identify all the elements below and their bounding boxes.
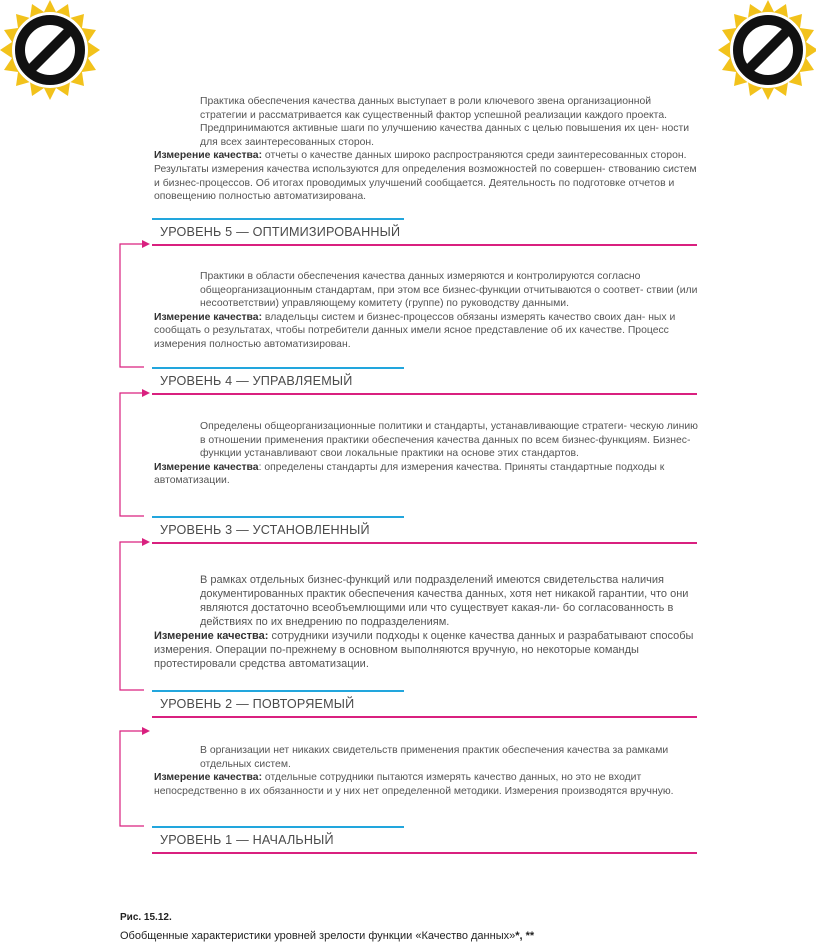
connector-line xyxy=(120,393,144,516)
figure-caption-text: Обобщенные характеристики уровней зрелости функции «Качество данных» xyxy=(120,930,516,942)
measure-text: владельцы систем и бизнес-процессов обязаны измерять качество своих дан- ных и сообщать о результатах, чтобы потребители данных имели ясное представление об их качестве. Процесс измерения полностью автоматизирован. xyxy=(154,311,676,350)
arrow-head-icon xyxy=(142,538,150,546)
level-2-description xyxy=(154,744,699,798)
level-bottom-rule xyxy=(152,852,697,854)
level-3-lead: В рамках отдельных бизнес-функций или подразделений имеются свидетельства наличия документированных практик обеспечения качества данных, хотя нет никакой гарантии, что они являются достаточно всеобъемлющими или что существует какая-ли- бо согласованность в действиях по их внедрению по подразделениям. xyxy=(200,574,689,628)
level-2-lead: В организации нет никаких свидетельств применения практик обеспечения качества за рамками отдельных систем. xyxy=(200,745,669,770)
top-description xyxy=(154,95,699,204)
level-top-rule xyxy=(152,367,404,369)
level-1-title: УРОВЕНЬ 1 — НАЧАЛЬНЫЙ xyxy=(160,833,334,847)
arrow-head-icon xyxy=(142,240,150,248)
level-bottom-rule xyxy=(152,244,697,246)
measure-label: Измерение качества: xyxy=(154,630,269,642)
level-3-title: УРОВЕНЬ 3 — УСТАНОВЛЕННЫЙ xyxy=(160,523,370,537)
figure-caption xyxy=(120,930,534,942)
level-5-description xyxy=(154,270,699,352)
arrow-head-icon xyxy=(142,389,150,397)
level-4-title: УРОВЕНЬ 4 — УПРАВЛЯЕМЫЙ xyxy=(160,374,353,388)
measure-text: : определены стандарты для измерения качества. Приняты стандартные подходы к автоматизации. xyxy=(154,461,665,487)
figure-caption-footnote-marks: *, ** xyxy=(515,930,535,942)
connector-line xyxy=(120,731,144,826)
measure-label: Измерение качества xyxy=(154,461,259,473)
measure-text: отчеты о качестве данных широко распространяются среди заинтересованных сторон. Результаты измерения качества используются для определения возможностей по совершен- ствованию систем и бизнес-процессов. Об итогах проводимых улучшений сообщается. Деятельность по подготовке отчетов и оповещению полностью автоматизирована. xyxy=(154,150,697,203)
level-top-rule xyxy=(152,690,404,692)
level-5-lead: Практики в области обеспечения качества данных измеряются и контролируются согласно общеорганизационным стандартам, при этом все бизнес-функции отчитываются о соответ- ствии (или несоответствии) управляющему комитету (группе) по руководству данными. xyxy=(200,271,698,310)
measure-label: Измерение качества: xyxy=(154,311,263,323)
level-4-description xyxy=(154,420,699,488)
level-top-rule xyxy=(152,218,404,220)
no-symbol-icon xyxy=(716,0,816,102)
level-bottom-rule xyxy=(152,542,697,544)
level-3-description xyxy=(154,573,699,671)
measure-label: Измерение качества: xyxy=(154,150,263,162)
level-4-lead: Определены общеорганизационные политики и стандарты, устанавливающие стратеги- ческую линию в отношении применения практики обеспечения качества данных по всем бизнес-функциям. Бизнес-функции устанавливают свои локальные практики на основе этих стандартов. xyxy=(200,421,698,460)
level-top-rule xyxy=(152,826,404,828)
measure-text: сотрудники изучили подходы к оценке качества данных и разрабатывают способы измерения. Операции по-прежнему в основном выполняются вручную, но некоторые команды протестировали средства автоматизации. xyxy=(154,630,694,670)
arrow-head-icon xyxy=(142,727,150,735)
no-symbol-icon xyxy=(0,0,102,102)
connector-line xyxy=(120,244,144,367)
level-top-rule xyxy=(152,516,404,518)
figure-number: Рис. 15.12. xyxy=(120,912,172,923)
level-5-title: УРОВЕНЬ 5 — ОПТИМИЗИРОВАННЫЙ xyxy=(160,225,401,239)
measure-label: Измерение качества: xyxy=(154,772,263,784)
level-bottom-rule xyxy=(152,393,697,395)
connector-line xyxy=(120,542,144,690)
level-bottom-rule xyxy=(152,716,697,718)
top-lead: Практика обеспечения качества данных выступает в роли ключевого звена организационной стратегии и рассматривается как существенный фактор успешной реализации каждого проекта. Предпринимаются активные шаги по улучшению качества данных с целью повышения их цен- ности для всех заинтересованных сторон. xyxy=(200,96,690,148)
level-2-title: УРОВЕНЬ 2 — ПОВТОРЯЕМЫЙ xyxy=(160,697,355,711)
measure-text: отдельные сотрудники пытаются измерять качество данных, но это не входит непосредственно в их обязанности и у них нет определенной методики. Измерения производятся вручную. xyxy=(154,772,674,797)
